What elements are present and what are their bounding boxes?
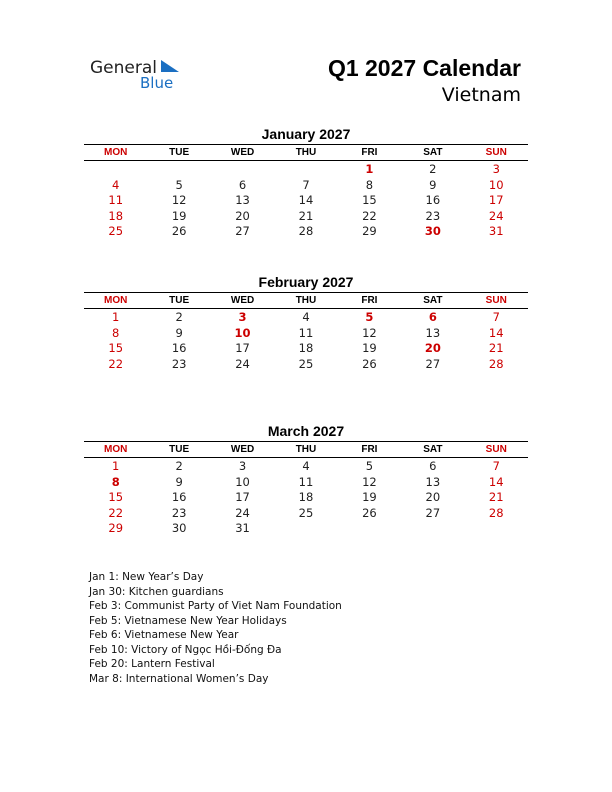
day-cell: 23 — [425, 208, 441, 223]
day-cell: 13 — [425, 474, 441, 489]
week-row — [84, 161, 528, 177]
day-cell: 6 — [428, 310, 437, 324]
month-title: March 2027 — [267, 423, 345, 439]
day-cell: 16 — [171, 341, 187, 355]
day-cell: 7 — [302, 177, 310, 192]
day-cell: 23 — [171, 356, 187, 371]
day-cell: 19 — [362, 490, 377, 504]
day-cell: 17 — [235, 341, 250, 355]
weekday-label: SUN — [485, 147, 507, 158]
day-cell: 8 — [365, 177, 374, 192]
day-cell: 24 — [235, 356, 250, 371]
day-cell: 31 — [235, 521, 250, 535]
day-cell: 1 — [365, 162, 374, 176]
week-row — [84, 505, 528, 521]
day-cell: 25 — [298, 356, 314, 371]
day-cell — [401, 520, 464, 536]
weekday-label: TUE — [169, 295, 190, 306]
day-cell: 9 — [429, 177, 437, 192]
day-cell — [338, 520, 401, 536]
day-cell: 2 — [429, 162, 437, 176]
week-row — [84, 356, 528, 372]
week-row — [84, 325, 528, 341]
month-block — [84, 126, 528, 239]
day-cell: 2 — [175, 459, 183, 473]
weekday-label: SUN — [485, 295, 507, 306]
week-row — [84, 192, 528, 208]
logo-triangle-icon — [161, 60, 179, 72]
day-cell: 12 — [362, 474, 377, 489]
day-cell: 11 — [298, 325, 314, 340]
weekday-label: WED — [230, 147, 255, 158]
weekday-label: MON — [104, 444, 128, 455]
day-cell: 15 — [108, 341, 124, 355]
day-cell — [211, 161, 274, 177]
day-cell: 18 — [108, 208, 124, 223]
weekday-label: SUN — [485, 444, 507, 455]
day-cell: 4 — [112, 177, 120, 192]
month-title: February 2027 — [258, 274, 354, 290]
day-cell: 19 — [362, 341, 377, 355]
logo — [90, 56, 190, 96]
day-cell: 2 — [175, 310, 183, 324]
day-cell: 26 — [362, 356, 377, 371]
holiday-note: Feb 6: Vietnamese New Year — [89, 629, 239, 641]
day-cell: 12 — [171, 193, 187, 207]
holiday-note: Mar 8: International Women’s Day — [89, 672, 269, 685]
month-block — [84, 274, 528, 371]
day-cell: 25 — [108, 224, 124, 238]
weekday-header — [84, 292, 528, 309]
day-cell: 9 — [175, 325, 183, 340]
day-cell: 21 — [298, 208, 314, 223]
day-cell: 3 — [238, 310, 247, 324]
page-title: Q1 2027 Calendar — [327, 55, 521, 81]
day-cell: 22 — [108, 505, 124, 520]
day-cell: 8 — [112, 325, 120, 340]
day-cell: 27 — [235, 224, 250, 238]
day-cell: 8 — [111, 474, 120, 489]
day-cell: 4 — [302, 459, 310, 473]
day-cell: 23 — [171, 505, 187, 520]
weekday-label: THU — [295, 444, 317, 455]
logo-text-blue: Blue — [140, 74, 174, 92]
holiday-note: Feb 3: Communist Party of Viet Nam Foundation — [89, 600, 342, 612]
day-cell: 16 — [425, 193, 441, 207]
day-cell: 30 — [424, 224, 441, 238]
day-cell — [147, 161, 210, 177]
day-cell: 26 — [171, 224, 187, 238]
holiday-list — [89, 570, 342, 686]
day-cell: 20 — [424, 341, 441, 355]
holiday-note: Feb 20: Lantern Festival — [89, 658, 215, 670]
weekday-label: FRI — [361, 295, 378, 306]
week-row — [84, 474, 528, 490]
day-cell: 22 — [362, 208, 377, 223]
weekday-header — [84, 441, 528, 458]
day-cell: 10 — [235, 474, 250, 489]
day-cell — [465, 520, 528, 536]
weekday-label: SAT — [423, 147, 443, 158]
weekday-label: THU — [295, 147, 317, 158]
day-cell: 3 — [492, 162, 500, 176]
weekday-label: MON — [104, 295, 128, 306]
week-row — [84, 223, 528, 239]
day-cell: 6 — [238, 177, 247, 192]
day-cell: 29 — [362, 224, 377, 238]
day-cell: 31 — [488, 224, 504, 238]
weekday-label: SAT — [423, 295, 443, 306]
holiday-note: Jan 30: Kitchen guardians — [89, 585, 224, 598]
day-cell: 5 — [175, 177, 183, 192]
week-row — [84, 208, 528, 224]
day-cell: 15 — [362, 193, 377, 207]
week-row — [84, 489, 528, 505]
day-cell: 9 — [175, 474, 183, 489]
weekday-label: WED — [230, 444, 255, 455]
week-row — [84, 520, 528, 536]
day-cell: 4 — [302, 310, 310, 324]
day-cell: 21 — [488, 490, 504, 504]
day-cell: 3 — [238, 459, 247, 473]
day-cell: 14 — [488, 325, 504, 340]
day-cell: 30 — [171, 521, 187, 535]
day-cell: 11 — [298, 474, 314, 489]
weekday-label: FRI — [361, 444, 378, 455]
day-cell: 24 — [488, 208, 504, 223]
day-cell: 15 — [108, 490, 124, 504]
day-cell: 6 — [429, 459, 437, 473]
day-cell: 10 — [488, 177, 504, 192]
day-cell: 25 — [298, 505, 314, 520]
day-cell: 20 — [235, 208, 250, 223]
day-cell: 7 — [492, 310, 500, 324]
month-title: January 2027 — [261, 126, 351, 142]
day-cell: 22 — [108, 356, 124, 371]
weekday-label: WED — [230, 295, 255, 306]
weekday-label: MON — [104, 147, 128, 158]
day-cell: 12 — [362, 325, 377, 340]
day-cell: 7 — [492, 459, 500, 473]
day-cell: 13 — [425, 325, 441, 340]
weekday-label: SAT — [423, 444, 443, 455]
day-cell: 28 — [488, 356, 504, 371]
day-cell: 13 — [235, 193, 250, 207]
day-cell — [84, 161, 147, 177]
day-cell: 27 — [425, 505, 441, 520]
holiday-note: Jan 1: New Year’s Day — [89, 571, 204, 583]
weekday-label: TUE — [169, 444, 190, 455]
day-cell: 27 — [425, 356, 441, 371]
day-cell: 18 — [298, 490, 314, 504]
week-row — [84, 340, 528, 356]
day-cell: 26 — [362, 505, 377, 520]
month-block — [84, 423, 528, 536]
day-cell: 16 — [171, 490, 187, 504]
day-cell: 1 — [112, 459, 120, 473]
day-cell: 29 — [108, 521, 124, 535]
day-cell: 19 — [171, 208, 187, 223]
day-cell: 28 — [298, 224, 314, 238]
day-cell: 5 — [365, 459, 374, 473]
day-cell: 1 — [112, 310, 120, 324]
week-row — [84, 458, 528, 474]
country-name: Vietnam — [441, 84, 521, 106]
weekday-label: FRI — [361, 147, 378, 158]
week-row — [84, 177, 528, 193]
day-cell: 11 — [108, 193, 124, 207]
weekday-label: TUE — [169, 147, 190, 158]
day-cell: 14 — [298, 193, 314, 207]
day-cell: 20 — [425, 490, 441, 504]
day-cell: 18 — [298, 341, 314, 355]
week-row — [84, 309, 528, 325]
day-cell: 10 — [234, 325, 251, 340]
holiday-note: Feb 10: Victory of Ngọc Hồi-Đống Đa — [89, 643, 282, 656]
day-cell: 14 — [488, 474, 504, 489]
day-cell: 5 — [365, 310, 374, 324]
weekday-label: THU — [295, 295, 317, 306]
day-cell — [274, 520, 337, 536]
day-cell: 17 — [235, 490, 250, 504]
logo-text-general: General — [90, 58, 157, 78]
day-cell — [274, 161, 337, 177]
day-cell: 21 — [488, 341, 504, 355]
day-cell: 17 — [488, 193, 504, 207]
day-cell: 28 — [488, 505, 504, 520]
holiday-note: Feb 5: Vietnamese New Year Holidays — [89, 614, 287, 627]
day-cell: 24 — [235, 505, 250, 520]
weekday-header — [84, 144, 528, 161]
